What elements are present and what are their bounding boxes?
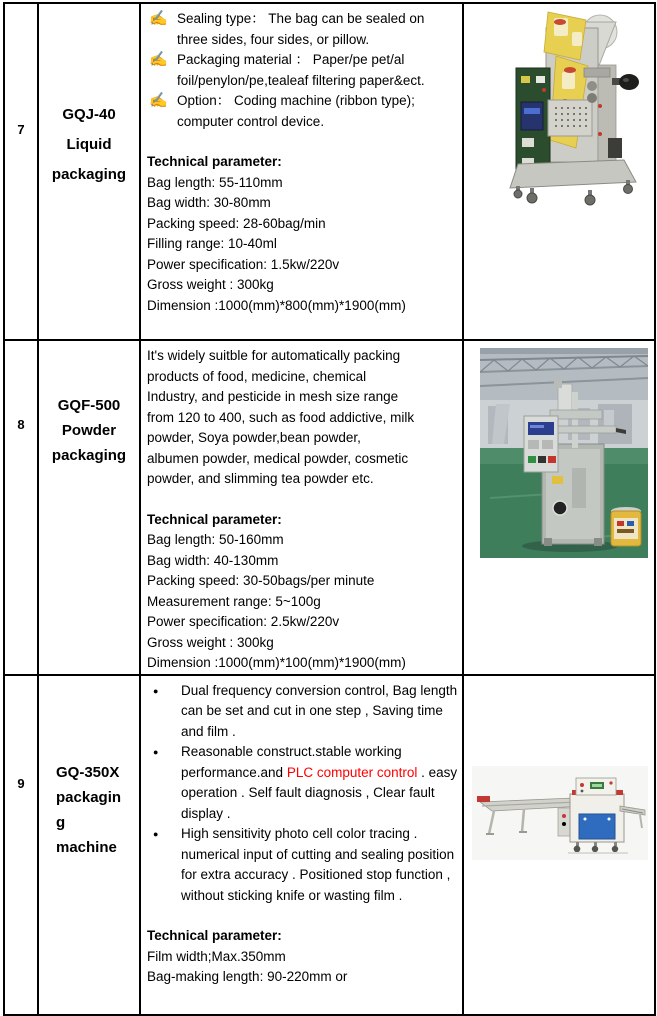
tech-parameter-heading: Technical parameter: xyxy=(147,928,282,943)
dot-bullet-icon: ● xyxy=(153,829,159,839)
dot-bullet-icon: ● xyxy=(153,685,159,696)
bullet-item xyxy=(147,91,458,132)
product-name-line: packaging xyxy=(51,166,127,183)
product-name-cell xyxy=(38,340,140,675)
bullet-text: Option： Coding machine (ribbon type); computer control device. xyxy=(177,93,415,129)
tech-parameter-heading: Technical parameter: xyxy=(147,154,282,169)
tech-parameter-heading: Technical parameter: xyxy=(147,511,282,527)
product-name-line: Powder xyxy=(61,422,117,439)
product-image-cell xyxy=(463,3,655,340)
product-name-cell xyxy=(38,675,140,1015)
feature-bullet-list xyxy=(147,681,458,907)
product-name-line: Liquid xyxy=(66,136,112,153)
product-photo-powder-machine-factory xyxy=(480,348,648,558)
tech-parameter-line: Power specification: 2.5kw/220v xyxy=(147,614,340,629)
tech-parameter-line: Dimension :1000(mm)*100(mm)*1900(mm) xyxy=(147,655,406,670)
description-line: Industry, and pesticide in mesh size range xyxy=(147,389,399,404)
bullet-item xyxy=(147,824,458,906)
bullet-item xyxy=(147,9,458,50)
product-name-line: GQ-350X xyxy=(56,763,120,781)
spacer xyxy=(147,132,458,152)
row-number-cell xyxy=(4,3,38,340)
description-line: powder, Soya powder,bean powder, xyxy=(147,430,361,445)
product-photo-pillow-packing-machine xyxy=(472,766,648,860)
tech-parameter-line: Power specification: 1.5kw/220v xyxy=(147,256,340,272)
bullet-text: High sensitivity photo cell color tracing . numerical input of cutting and sealing position for extra accuracy . Positioned stop function , without sticking knife or wasting film . xyxy=(181,826,455,903)
tech-parameter-line: Filling range: 10-40ml xyxy=(147,236,277,251)
bullet-text: Dual frequency conversion control, Bag length can be set and cut in one step , Saving time and film . xyxy=(181,682,458,739)
description-line: products of food, medicine, chemical xyxy=(147,368,367,384)
tech-parameter-line: Bag length: 55-110mm xyxy=(147,174,283,190)
product-image-cell xyxy=(463,340,655,675)
writing-hand-icon: ✍ xyxy=(149,51,168,68)
writing-hand-icon: ✍ xyxy=(149,92,168,109)
tech-parameter-line: Packing speed: 30-50bags/per minute xyxy=(147,573,375,588)
product-image-cell xyxy=(463,675,655,1015)
spacer xyxy=(147,906,458,926)
description-cell xyxy=(140,340,463,675)
row-number-cell xyxy=(4,675,38,1015)
tech-parameter-list xyxy=(147,530,458,674)
bullet-text: Sealing type： The bag can be sealed on three sides, four sides, or pillow. xyxy=(177,11,425,47)
description-line: albumen powder, medical powder, cosmetic xyxy=(147,450,409,466)
tech-parameter-line: Packing speed: 28-60bag/min xyxy=(147,215,326,231)
row-number-cell xyxy=(4,340,38,675)
tech-parameter-line: Film width;Max.350mm xyxy=(147,948,286,964)
product-spec-table xyxy=(3,2,656,1016)
description-line: powder, and slimming tea powder etc. xyxy=(147,471,374,486)
tech-parameter-list xyxy=(147,947,458,988)
product-name xyxy=(39,100,139,190)
tech-parameter-line: Bag width: 30-80mm xyxy=(147,195,271,210)
row-number: 9 xyxy=(17,775,25,791)
tech-parameter-line: Bag length: 50-160mm xyxy=(147,532,284,547)
description-line: It's widely suitble for automatically packing xyxy=(147,348,401,363)
product-name-line: packaging xyxy=(51,447,127,464)
tech-parameter-line: Bag-making length: 90-220mm or xyxy=(147,969,348,984)
tech-parameter-line: Bag width: 40-130mm xyxy=(147,552,279,568)
product-name-line: packagin xyxy=(56,788,122,806)
tech-parameter-line: Gross weight : 300kg xyxy=(147,634,274,650)
description-cell xyxy=(140,675,463,1015)
description-line: from 120 to 400, such as food addictive, milk xyxy=(147,409,415,425)
writing-hand-icon: ✍ xyxy=(149,10,168,27)
tech-parameter-line: Dimension :1000(mm)*800(mm)*1900(mm) xyxy=(147,297,406,313)
product-name-line: machine xyxy=(56,838,117,856)
tech-parameter-list xyxy=(147,173,458,317)
bullet-text: Packaging material ： Paper/pe pet/al foil/penylon/pe,tealeaf filtering paper&ect. xyxy=(177,52,425,88)
product-name-line: g xyxy=(56,813,66,831)
bullet-text: Reasonable construct.stable working performance.and PLC computer control . easy operation . Self fault diagnosis , Clear fault display . xyxy=(181,744,458,821)
description-cell xyxy=(140,3,463,340)
bullet-item xyxy=(147,50,458,91)
bullet-item xyxy=(147,681,458,743)
table-row xyxy=(4,3,655,340)
product-name xyxy=(39,393,139,468)
product-name-line: GQJ-40 xyxy=(62,106,116,123)
table-row xyxy=(4,340,655,675)
product-name xyxy=(56,760,139,860)
product-name-line: GQF-500 xyxy=(57,397,121,414)
bullet-item xyxy=(147,742,458,824)
tech-parameter-line: Gross weight : 300kg xyxy=(147,277,274,292)
feature-bullet-list xyxy=(147,9,458,132)
tech-parameter-line: Measurement range: 5~100g xyxy=(147,593,321,609)
description-paragraph xyxy=(147,346,458,490)
table-row xyxy=(4,675,655,1015)
row-number: 8 xyxy=(17,417,25,432)
spacer xyxy=(147,490,458,510)
row-number: 7 xyxy=(17,122,25,137)
product-name-cell xyxy=(38,3,140,340)
product-photo-vertical-sachet-machine xyxy=(488,10,640,210)
dot-bullet-icon: ● xyxy=(153,747,159,757)
